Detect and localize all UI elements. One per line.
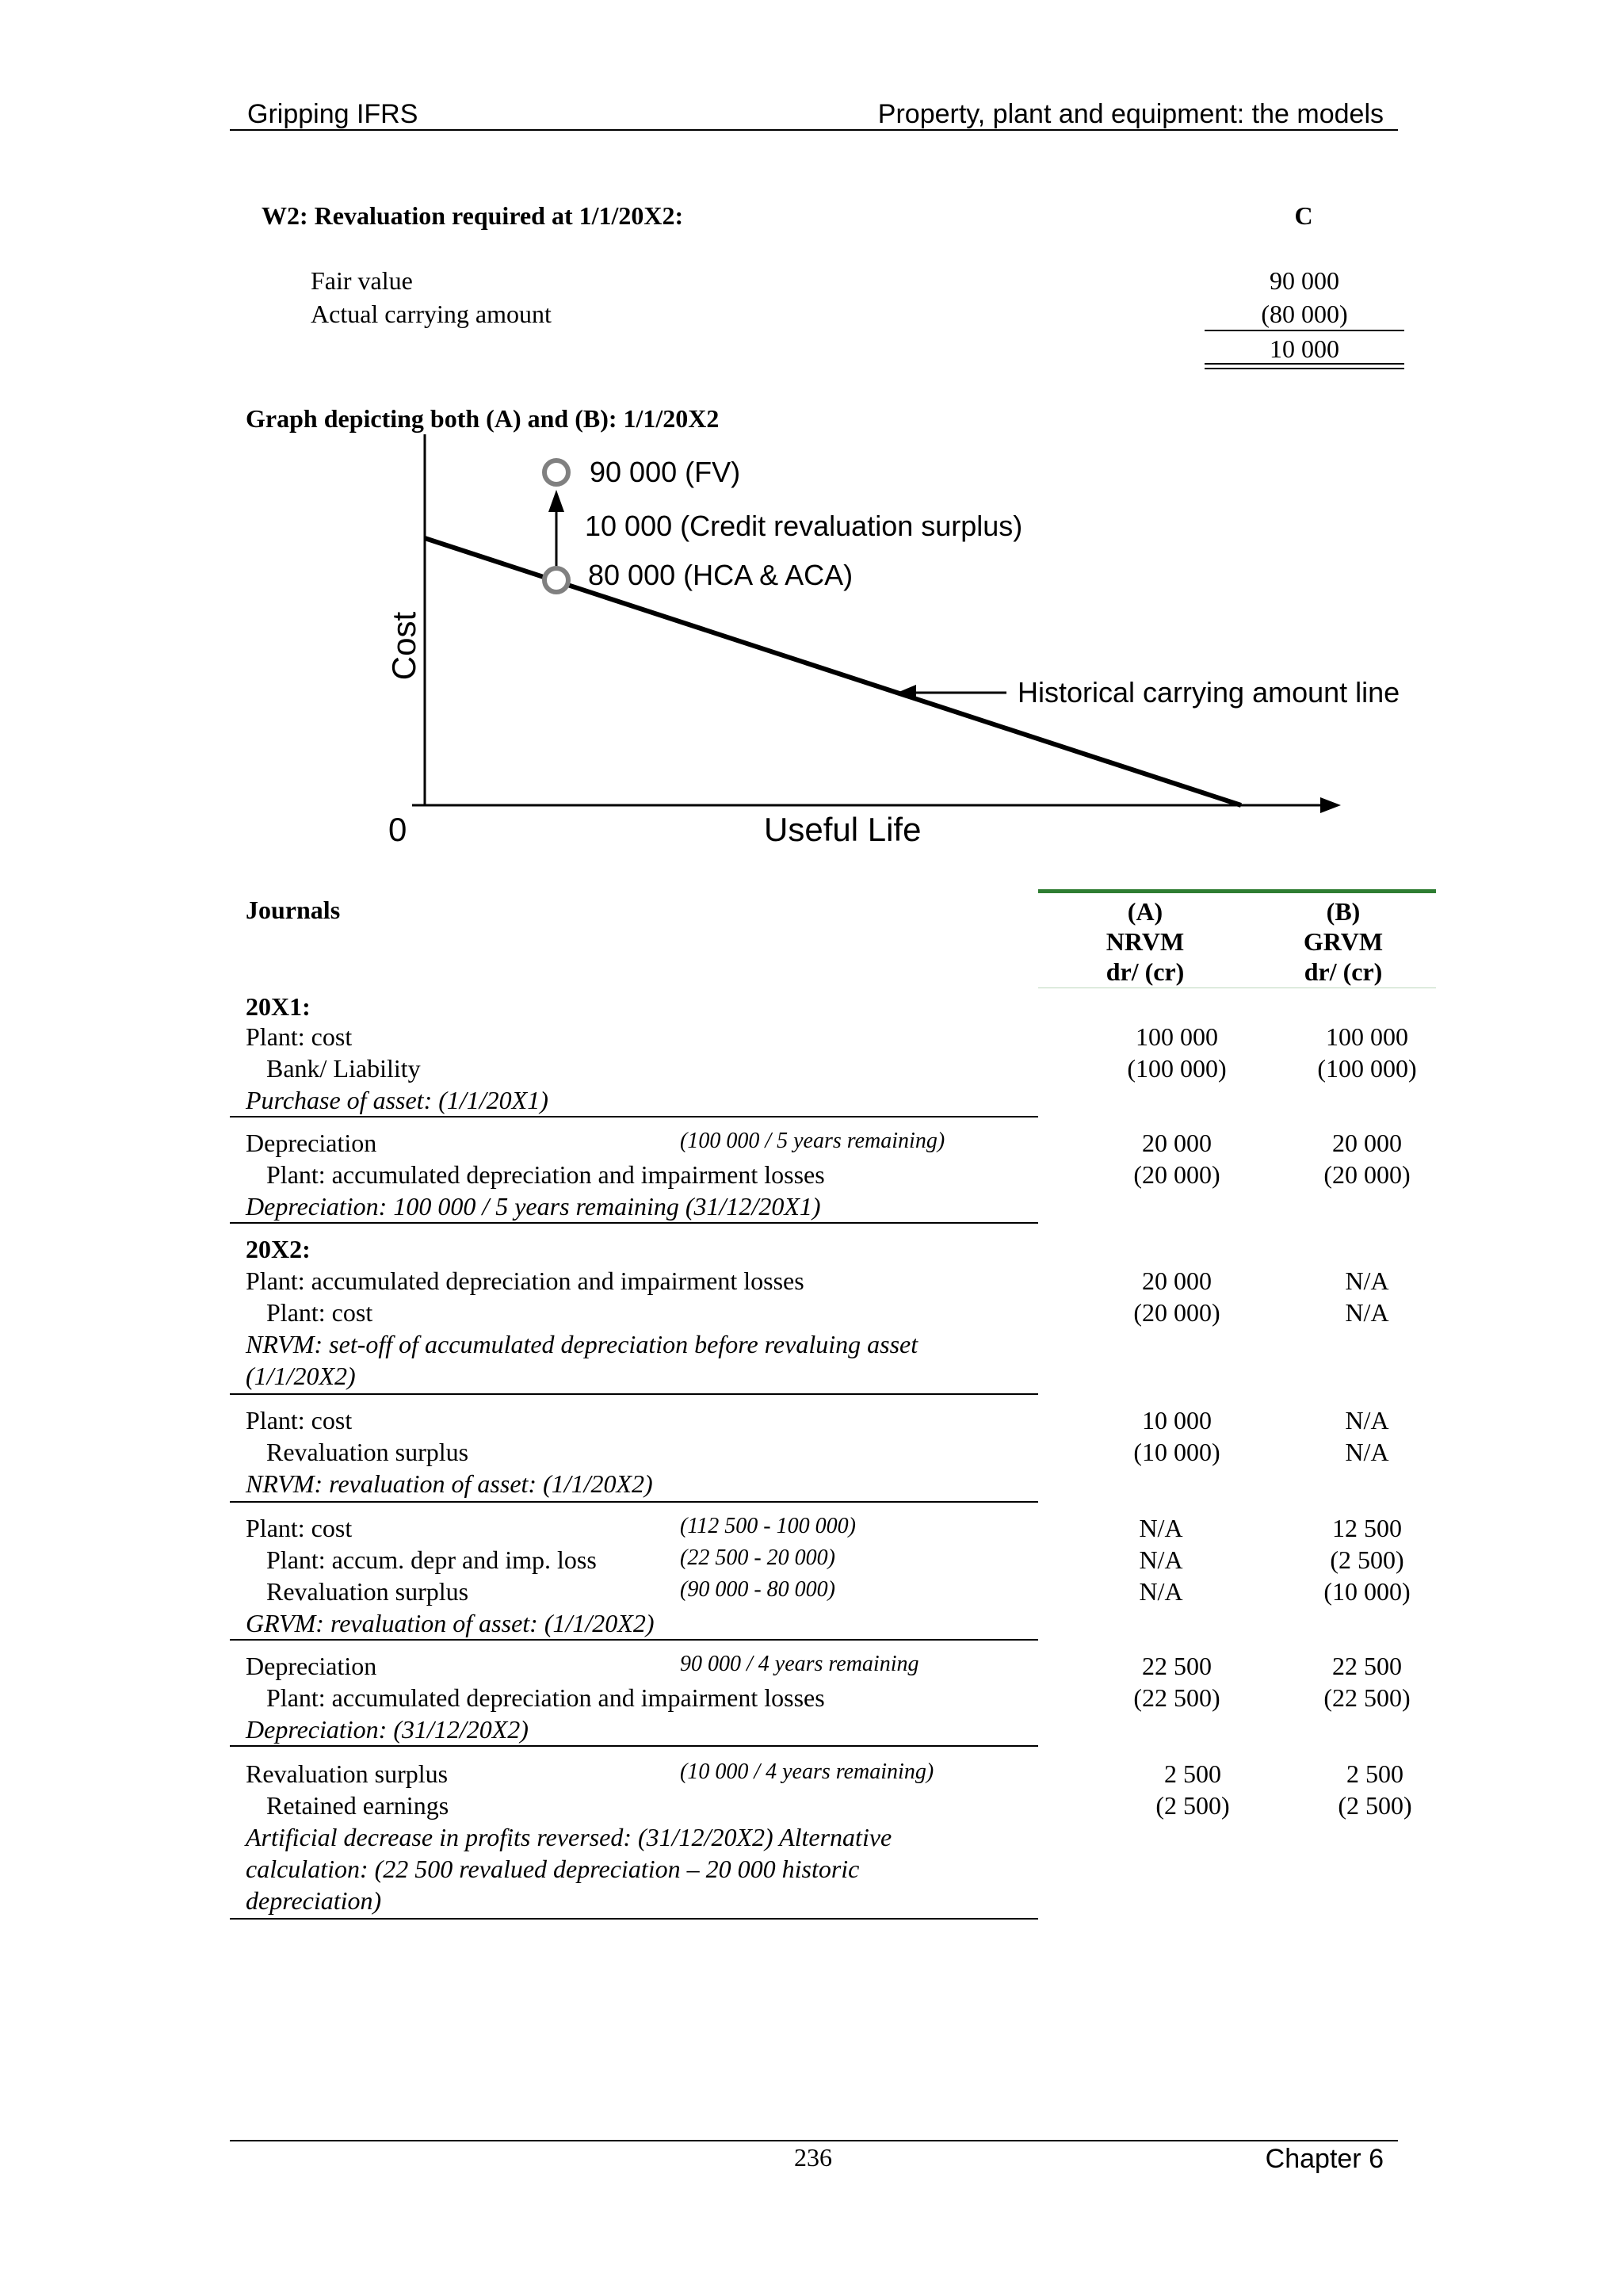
entry-calc-note: (10 000 / 4 years remaining) bbox=[680, 1759, 934, 1784]
running-header-left: Gripping IFRS bbox=[247, 99, 418, 129]
amount-b: N/A bbox=[1345, 1438, 1389, 1466]
col-b-name: GRVM bbox=[1303, 927, 1384, 956]
entry-narration: calculation: (22 500 revalued depreciation – 20 000 historic bbox=[246, 1855, 860, 1883]
entry-divider bbox=[230, 1639, 1038, 1641]
fair-value-label: 90 000 (FV) bbox=[590, 456, 741, 488]
journal-header-rule bbox=[1038, 889, 1436, 893]
amount-a: N/A bbox=[1139, 1545, 1183, 1574]
amount-a: 10 000 bbox=[1142, 1406, 1212, 1435]
line-label: Historical carrying amount line bbox=[1018, 676, 1400, 709]
entry-line: Bank/ Liability bbox=[266, 1054, 421, 1083]
amount-b: (20 000) bbox=[1323, 1160, 1411, 1189]
entry-narration: Depreciation: (31/12/20X2) bbox=[246, 1715, 529, 1744]
amount-a: (10 000) bbox=[1133, 1438, 1220, 1466]
amount-b: 20 000 bbox=[1332, 1129, 1402, 1157]
amount-b: (100 000) bbox=[1317, 1054, 1417, 1083]
entry-line: Revaluation surplus bbox=[266, 1577, 469, 1606]
amount-a: 20 000 bbox=[1142, 1129, 1212, 1157]
amount-b: 12 500 bbox=[1332, 1514, 1402, 1542]
w2-total-value: 10 000 bbox=[1270, 334, 1339, 363]
journals-title: Journals bbox=[246, 896, 341, 924]
w2-row-label: Fair value bbox=[311, 266, 413, 295]
w2-title: W2: Revaluation required at 1/1/20X2: bbox=[262, 201, 684, 230]
amount-a: 2 500 bbox=[1164, 1759, 1221, 1788]
amount-b: 100 000 bbox=[1326, 1022, 1408, 1051]
amount-a: (20 000) bbox=[1133, 1160, 1220, 1189]
amount-a: (20 000) bbox=[1133, 1298, 1220, 1327]
col-a-name: NRVM bbox=[1106, 927, 1185, 956]
entry-line: Plant: cost bbox=[266, 1298, 373, 1327]
w2-row-value: (80 000) bbox=[1261, 300, 1348, 328]
entry-calc-note: (22 500 - 20 000) bbox=[680, 1545, 835, 1570]
carrying-amount-label: 80 000 (HCA & ACA) bbox=[588, 559, 854, 591]
amount-b: N/A bbox=[1345, 1406, 1389, 1435]
year-heading: 20X1: bbox=[246, 992, 311, 1021]
origin-label: 0 bbox=[388, 811, 407, 848]
col-b-code: (B) bbox=[1326, 897, 1361, 926]
entry-calc-note: (100 000 / 5 years remaining) bbox=[680, 1129, 945, 1153]
x-axis-arrowhead bbox=[1320, 797, 1341, 813]
entry-line: Plant: accumulated depreciation and impairment losses bbox=[266, 1683, 825, 1712]
amount-b: 22 500 bbox=[1332, 1652, 1402, 1680]
fair-value-marker bbox=[544, 460, 568, 484]
surplus-label: 10 000 (Credit revaluation surplus) bbox=[585, 510, 1023, 542]
entry-divider bbox=[230, 1393, 1038, 1395]
amount-a: 100 000 bbox=[1136, 1022, 1218, 1051]
graph-title: Graph depicting both (A) and (B): 1/1/20X2 bbox=[246, 404, 720, 433]
entry-divider bbox=[230, 1501, 1038, 1503]
entry-line: Revaluation surplus bbox=[246, 1759, 449, 1788]
amount-a: (100 000) bbox=[1127, 1054, 1227, 1083]
col-b-units: dr/ (cr) bbox=[1304, 957, 1383, 986]
revaluation-arrowhead bbox=[548, 490, 564, 512]
running-header-right: Property, plant and equipment: the models bbox=[877, 99, 1384, 129]
x-axis-label: Useful Life bbox=[764, 811, 922, 848]
entry-line: Plant: cost bbox=[246, 1406, 353, 1435]
col-a-code: (A) bbox=[1127, 897, 1163, 926]
col-a-units: dr/ (cr) bbox=[1106, 957, 1185, 986]
entry-calc-note: 90 000 / 4 years remaining bbox=[680, 1652, 919, 1676]
entry-narration: Purchase of asset: (1/1/20X1) bbox=[246, 1086, 548, 1114]
entry-divider bbox=[230, 1222, 1038, 1224]
amount-a: N/A bbox=[1139, 1514, 1183, 1542]
page-number: 236 bbox=[794, 2143, 832, 2172]
amount-b: N/A bbox=[1345, 1298, 1389, 1327]
amount-a: N/A bbox=[1139, 1577, 1183, 1606]
amount-a: (22 500) bbox=[1133, 1683, 1220, 1712]
entry-calc-note: (90 000 - 80 000) bbox=[680, 1577, 835, 1602]
entry-line: Plant: accumulated depreciation and impairment losses bbox=[266, 1160, 825, 1189]
entry-line: Plant: accum. depr and imp. loss bbox=[266, 1545, 597, 1574]
carrying-amount-marker bbox=[544, 568, 568, 592]
entry-narration: Artificial decrease in profits reversed: (31/12/20X2) Alternative bbox=[246, 1823, 892, 1851]
entry-line: Revaluation surplus bbox=[266, 1438, 469, 1466]
revaluation-graph bbox=[0, 0, 1623, 888]
entry-line: Plant: cost bbox=[246, 1022, 353, 1051]
entry-line: Plant: cost bbox=[246, 1514, 353, 1542]
amount-a: 22 500 bbox=[1142, 1652, 1212, 1680]
year-heading: 20X2: bbox=[246, 1235, 311, 1263]
entry-narration: GRVM: revaluation of asset: (1/1/20X2) bbox=[246, 1609, 655, 1637]
amount-b: (10 000) bbox=[1323, 1577, 1411, 1606]
amount-b: (2 500) bbox=[1330, 1545, 1404, 1574]
entry-narration: depreciation) bbox=[246, 1886, 382, 1915]
w2-row-label: Actual carrying amount bbox=[311, 300, 552, 328]
w2-row-value: 90 000 bbox=[1270, 266, 1339, 295]
amount-b: (2 500) bbox=[1338, 1791, 1412, 1820]
entry-divider bbox=[230, 1116, 1038, 1117]
chapter-label: Chapter 6 bbox=[1265, 2144, 1384, 2174]
entry-line: Depreciation bbox=[246, 1652, 377, 1680]
amount-b: 2 500 bbox=[1346, 1759, 1403, 1788]
entry-divider bbox=[230, 1745, 1038, 1747]
amount-a: 20 000 bbox=[1142, 1266, 1212, 1295]
entry-narration: NRVM: set-off of accumulated depreciation before revaluing asset bbox=[246, 1330, 918, 1358]
amount-a: (2 500) bbox=[1155, 1791, 1230, 1820]
amount-b: N/A bbox=[1345, 1266, 1389, 1295]
entry-narration: Depreciation: 100 000 / 5 years remaining (31/12/20X1) bbox=[246, 1192, 821, 1221]
entry-line: Depreciation bbox=[246, 1129, 377, 1157]
entry-narration: NRVM: revaluation of asset: (1/1/20X2) bbox=[246, 1469, 653, 1498]
y-axis-label: Cost bbox=[385, 611, 422, 681]
amount-b: (22 500) bbox=[1323, 1683, 1411, 1712]
w2-column-label: C bbox=[1294, 201, 1313, 230]
entry-line: Retained earnings bbox=[266, 1791, 449, 1820]
entry-line: Plant: accumulated depreciation and impairment losses bbox=[246, 1266, 804, 1295]
entry-narration: (1/1/20X2) bbox=[246, 1362, 356, 1390]
entry-calc-note: (112 500 - 100 000) bbox=[680, 1514, 856, 1538]
entry-divider bbox=[230, 1918, 1038, 1920]
